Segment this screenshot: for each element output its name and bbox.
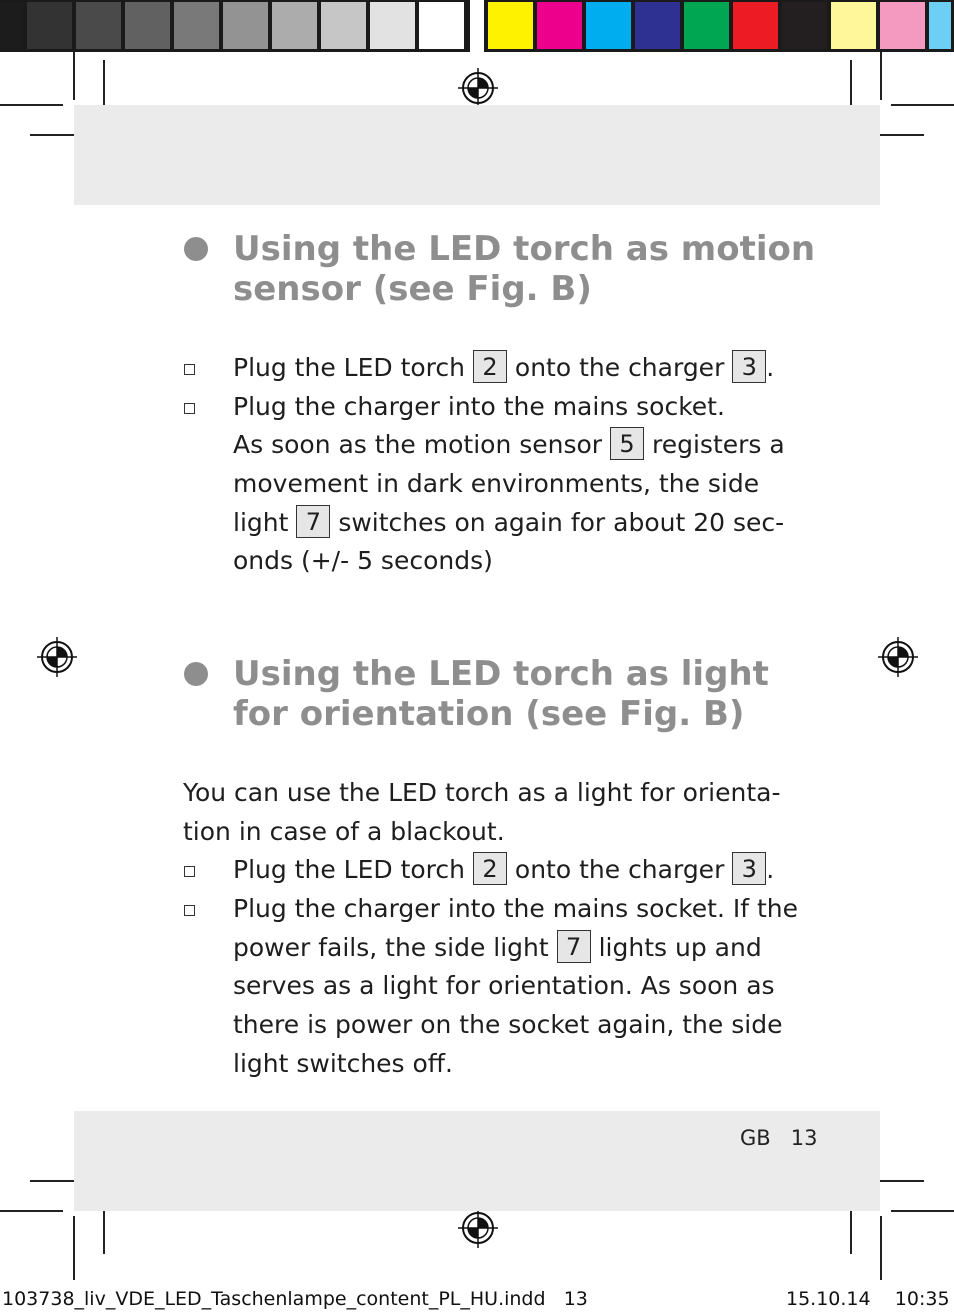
checkbox-bullet-icon (184, 364, 195, 375)
process-swatch (880, 2, 925, 49)
language-code: GB (740, 1126, 771, 1150)
step-text (233, 425, 785, 464)
step-text: Plug the charger into the mains socket. If the (233, 894, 799, 923)
slug-page: 13 (563, 1288, 588, 1310)
intro-text: You can use the LED torch as a light for orienta- (183, 778, 781, 807)
registration-target-icon (458, 1208, 498, 1248)
gray-swatch (174, 2, 219, 49)
heading-line: Using the LED torch as light (233, 654, 769, 694)
process-swatch (586, 2, 631, 49)
slug-date: 15.10.14 (786, 1288, 871, 1310)
process-swatch (782, 2, 827, 49)
process-swatch (831, 2, 876, 49)
step-text: light switches off. (233, 1049, 453, 1078)
step-text-part: . (766, 855, 775, 884)
slug-time: 10:35 (894, 1288, 950, 1310)
heading-line: sensor (see Fig. B) (233, 269, 592, 309)
gray-swatch (419, 2, 464, 49)
process-swatch (635, 2, 680, 49)
step-text-part: . (766, 353, 775, 382)
gray-swatch (370, 2, 415, 49)
step-text-part: registers a (652, 430, 785, 459)
part-reference-number: 3 (732, 852, 766, 885)
crop-mark (0, 104, 63, 106)
heading-line: Using the LED torch as motion (233, 229, 816, 269)
crop-mark (891, 104, 954, 106)
intro-text: tion in case of a blackout. (183, 817, 505, 846)
gray-swatch (321, 2, 366, 49)
step-text: there is power on the socket again, the side (233, 1010, 783, 1039)
gray-swatch (223, 2, 268, 49)
step-text: movement in dark environments, the side (233, 469, 760, 498)
step-text (233, 928, 762, 967)
step-text-part: lights up and (598, 933, 762, 962)
page-marker (740, 1126, 817, 1150)
slug-filename: 103738_liv_VDE_LED_Taschenlampe_content_PL_HU.indd (2, 1288, 546, 1310)
step-text-part: onto the charger (514, 855, 725, 884)
gray-swatch (76, 2, 121, 49)
heading-line: for orientation (see Fig. B) (233, 694, 745, 734)
crop-mark (0, 1210, 63, 1212)
step-text-part: Plug the LED torch (233, 855, 465, 884)
slug-file (2, 1288, 588, 1310)
process-swatch (684, 2, 729, 49)
crop-mark (880, 52, 882, 100)
step-text-part: As soon as the motion sensor (233, 430, 603, 459)
checkbox-bullet-icon (184, 403, 195, 414)
process-swatch (733, 2, 778, 49)
part-reference-number: 2 (473, 350, 507, 383)
step-text: onds (+/- 5 seconds) (233, 546, 493, 575)
part-reference-number: 7 (296, 505, 330, 538)
process-swatch (929, 2, 951, 49)
page-number: 13 (790, 1126, 818, 1150)
gray-swatch (125, 2, 170, 49)
header-band (74, 105, 880, 205)
step-text (233, 503, 784, 542)
section-heading-motion-sensor (233, 229, 815, 309)
crop-mark (73, 1216, 75, 1280)
crop-mark (880, 1216, 882, 1280)
step-text-part: power fails, the side light (233, 933, 549, 962)
section-bullet-icon (184, 237, 208, 261)
registration-target-icon (458, 68, 498, 108)
step-text-part: Plug the LED torch (233, 353, 465, 382)
checkbox-bullet-icon (184, 866, 195, 877)
step-text-part: switches on again for about 20 sec- (338, 508, 785, 537)
step-text-part: light (233, 508, 289, 537)
registration-target-icon (37, 637, 77, 677)
registration-target-icon (878, 637, 918, 677)
section-heading-orientation-light (233, 654, 769, 734)
gray-swatch (272, 2, 317, 49)
step-text: serves as a light for orientation. As soon as (233, 971, 775, 1000)
step-text (233, 348, 774, 387)
section-bullet-icon (184, 662, 208, 686)
step-text (233, 850, 774, 889)
crop-mark (73, 52, 75, 100)
part-reference-number: 3 (732, 350, 766, 383)
slug-timestamp (786, 1288, 950, 1310)
crop-mark (891, 1210, 954, 1212)
step-text-part: onto the charger (514, 353, 725, 382)
checkbox-bullet-icon (184, 905, 195, 916)
gray-swatch (27, 2, 72, 49)
part-reference-number: 5 (610, 427, 644, 460)
gray-swatch (0, 2, 23, 49)
part-reference-number: 2 (473, 852, 507, 885)
step-text: Plug the charger into the mains socket. (233, 392, 725, 421)
process-swatch (488, 2, 533, 49)
part-reference-number: 7 (557, 930, 591, 963)
process-swatch (537, 2, 582, 49)
